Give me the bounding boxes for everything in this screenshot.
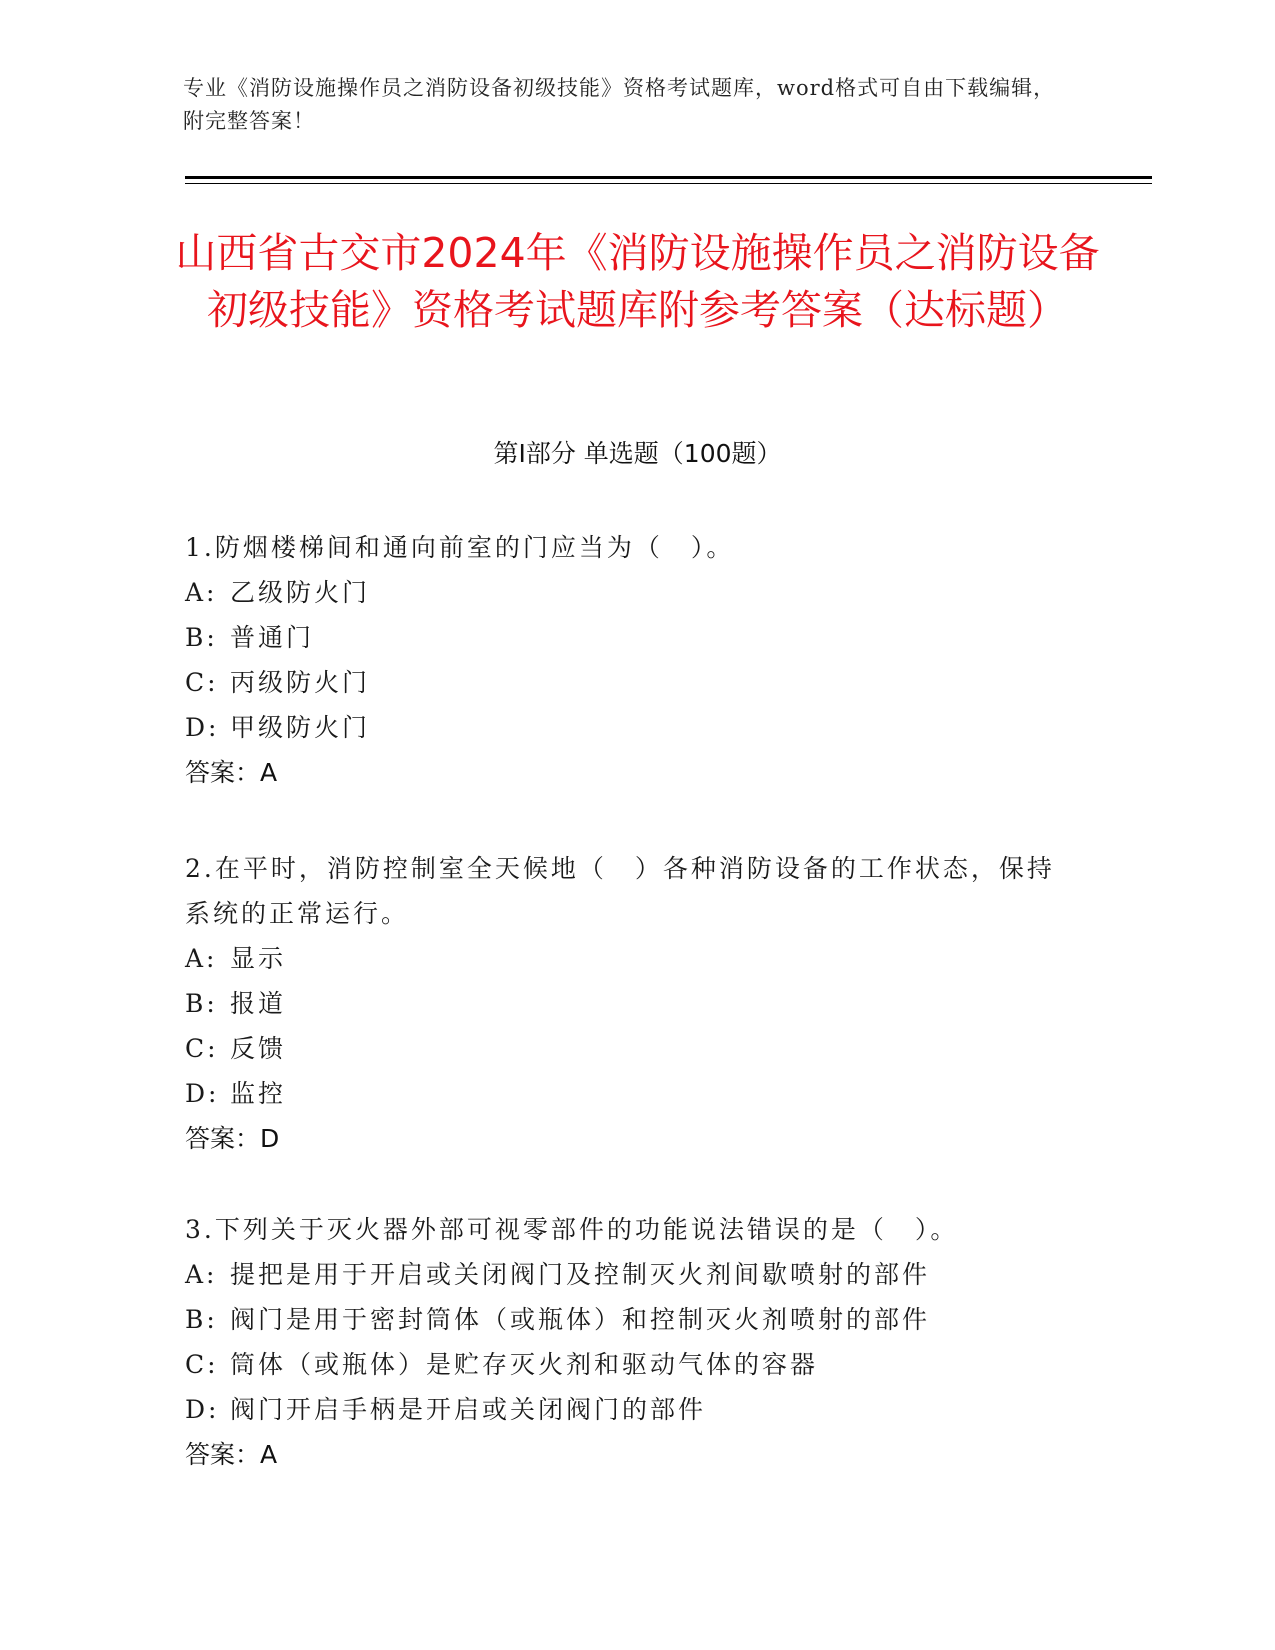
question-text: 1.防烟楼梯间和通向前室的门应当为（ ）。 <box>185 533 735 562</box>
option-a <box>185 936 1065 981</box>
option-d <box>185 705 1065 750</box>
option-letter: C: <box>185 668 219 697</box>
option-letter: A: <box>185 1260 218 1289</box>
option-b <box>185 1297 1065 1342</box>
option-letter: D: <box>185 713 220 742</box>
option-a <box>185 1252 1065 1297</box>
question-text: 2.在平时，消防控制室全天候地（ ）各种消防设备的工作状态，保持系统的正常运行。 <box>185 854 1055 928</box>
option-text: 阀门开启手柄是开启或关闭阀门的部件 <box>230 1395 707 1424</box>
option-text: 监控 <box>230 1079 287 1108</box>
option-c <box>185 1026 1065 1071</box>
option-text: 显示 <box>230 944 287 973</box>
question-text: 3.下列关于灭火器外部可视零部件的功能说法错误的是（ ）。 <box>185 1215 959 1244</box>
option-text: 乙级防火门 <box>230 578 371 607</box>
option-text: 报道 <box>230 989 287 1018</box>
option-letter: B: <box>185 989 218 1018</box>
option-text: 甲级防火门 <box>230 713 371 742</box>
header-note: 专业《消防设施操作员之消防设备初级技能》资格考试题库，word格式可自由下载编辑，附完整答案！ <box>183 76 1056 133</box>
option-letter: B: <box>185 623 218 652</box>
answer-line: 答案：A <box>185 758 278 787</box>
option-text: 丙级防火门 <box>230 668 371 697</box>
option-b <box>185 615 1065 660</box>
option-c <box>185 660 1065 705</box>
section-heading: 第I部分 单选题（100题） <box>493 439 782 468</box>
question-1 <box>185 525 1065 795</box>
option-text: 反馈 <box>230 1034 287 1063</box>
option-letter: B: <box>185 1305 218 1334</box>
option-text: 普通门 <box>230 623 315 652</box>
option-b <box>185 981 1065 1026</box>
option-text: 筒体（或瓶体）是贮存灭火剂和驱动气体的容器 <box>230 1350 819 1379</box>
option-text: 提把是用于开启或关闭阀门及控制灭火剂间歇喷射的部件 <box>230 1260 931 1289</box>
option-a <box>185 570 1065 615</box>
option-c <box>185 1342 1065 1387</box>
option-letter: C: <box>185 1350 219 1379</box>
option-letter: D: <box>185 1395 220 1424</box>
document-title: 山西省古交市2024年《消防设施操作员之消防设备初级技能》资格考试题库附参考答案（达标题） <box>175 229 1100 334</box>
question-3 <box>185 1207 1065 1477</box>
question-2 <box>185 846 1065 1161</box>
option-letter: C: <box>185 1034 219 1063</box>
header-rule-thick <box>185 176 1152 179</box>
option-d <box>185 1071 1065 1116</box>
option-letter: D: <box>185 1079 220 1108</box>
answer-line: 答案：A <box>185 1440 278 1469</box>
option-d <box>185 1387 1065 1432</box>
option-text: 阀门是用于密封筒体（或瓶体）和控制灭火剂喷射的部件 <box>230 1305 931 1334</box>
answer-line: 答案：D <box>185 1124 280 1153</box>
option-letter: A: <box>185 578 218 607</box>
option-letter: A: <box>185 944 218 973</box>
header-rule-thin <box>185 183 1152 184</box>
